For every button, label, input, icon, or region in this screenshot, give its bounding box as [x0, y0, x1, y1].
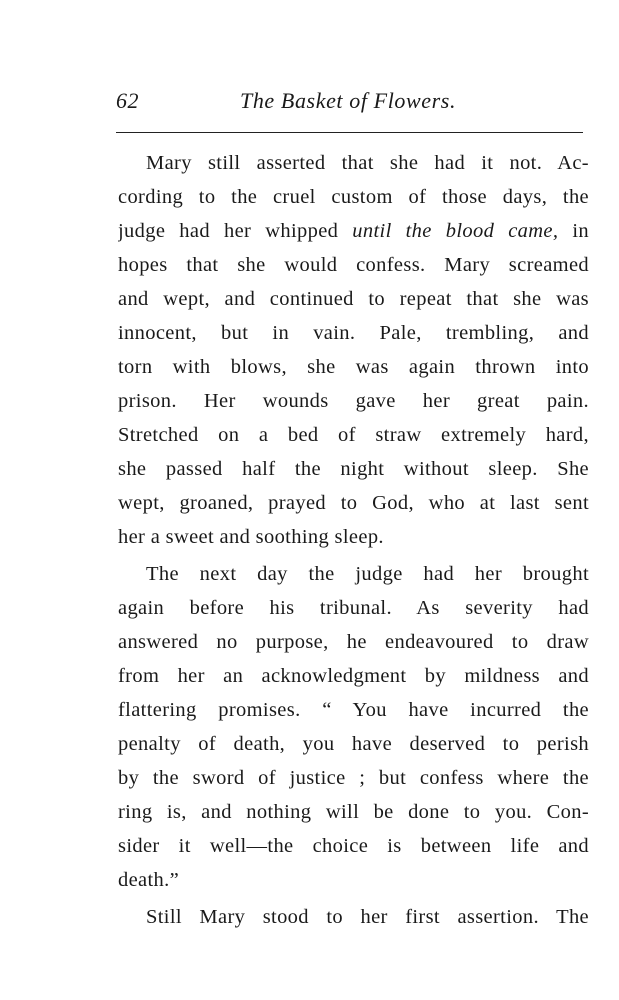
- text-line: flattering promises. “ You have incurred the: [118, 699, 589, 721]
- text-line: she passed half the night without sleep. She: [118, 458, 589, 480]
- text-line: and wept, and continued to repeat that she was: [118, 288, 589, 310]
- text-line: her a sweet and soothing sleep.: [118, 526, 384, 548]
- text-line: ring is, and nothing will be done to you. Con-: [118, 801, 589, 823]
- text-line: hopes that she would confess. Mary screamed: [118, 254, 589, 276]
- text-line: innocent, but in vain. Pale, trembling, and: [118, 322, 589, 344]
- text-line: prison. Her wounds gave her great pain.: [118, 390, 589, 412]
- text-line: cording to the cruel custom of those days, the: [118, 186, 589, 208]
- paragraph: [118, 900, 589, 934]
- text-line: penalty of death, you have deserved to perish: [118, 733, 589, 755]
- running-head: [116, 88, 583, 118]
- text-line: Mary still asserted that she had it not. Ac-: [146, 152, 589, 174]
- text-line: torn with blows, she was again thrown into: [118, 356, 589, 378]
- text-run: in: [558, 220, 589, 242]
- text-line: by the sword of justice ; but confess where the: [118, 767, 589, 789]
- italic-phrase: until the blood came,: [352, 220, 559, 242]
- paragraph: [118, 146, 589, 554]
- text-run: judge had her whipped: [118, 220, 353, 242]
- text-line: Still Mary stood to her first assertion. The: [146, 906, 589, 928]
- text-line: The next day the judge had her brought: [146, 563, 589, 585]
- paragraph: [118, 557, 589, 897]
- page-number: 62: [116, 88, 139, 113]
- running-title: The Basket of Flowers.: [240, 88, 457, 113]
- text-line: answered no purpose, he endeavoured to draw: [118, 631, 589, 653]
- text-line: from her an acknowledgment by mildness and: [118, 665, 589, 687]
- body-text: [118, 146, 589, 934]
- text-line: wept, groaned, prayed to God, who at last sent: [118, 492, 589, 514]
- header-rule: [116, 132, 583, 133]
- text-line: sider it well—the choice is between life and: [118, 835, 589, 857]
- text-line: again before his tribunal. As severity had: [118, 597, 589, 619]
- text-line: death.”: [118, 869, 180, 891]
- text-line: Stretched on a bed of straw extremely hard,: [118, 424, 589, 446]
- text-line: [118, 214, 589, 248]
